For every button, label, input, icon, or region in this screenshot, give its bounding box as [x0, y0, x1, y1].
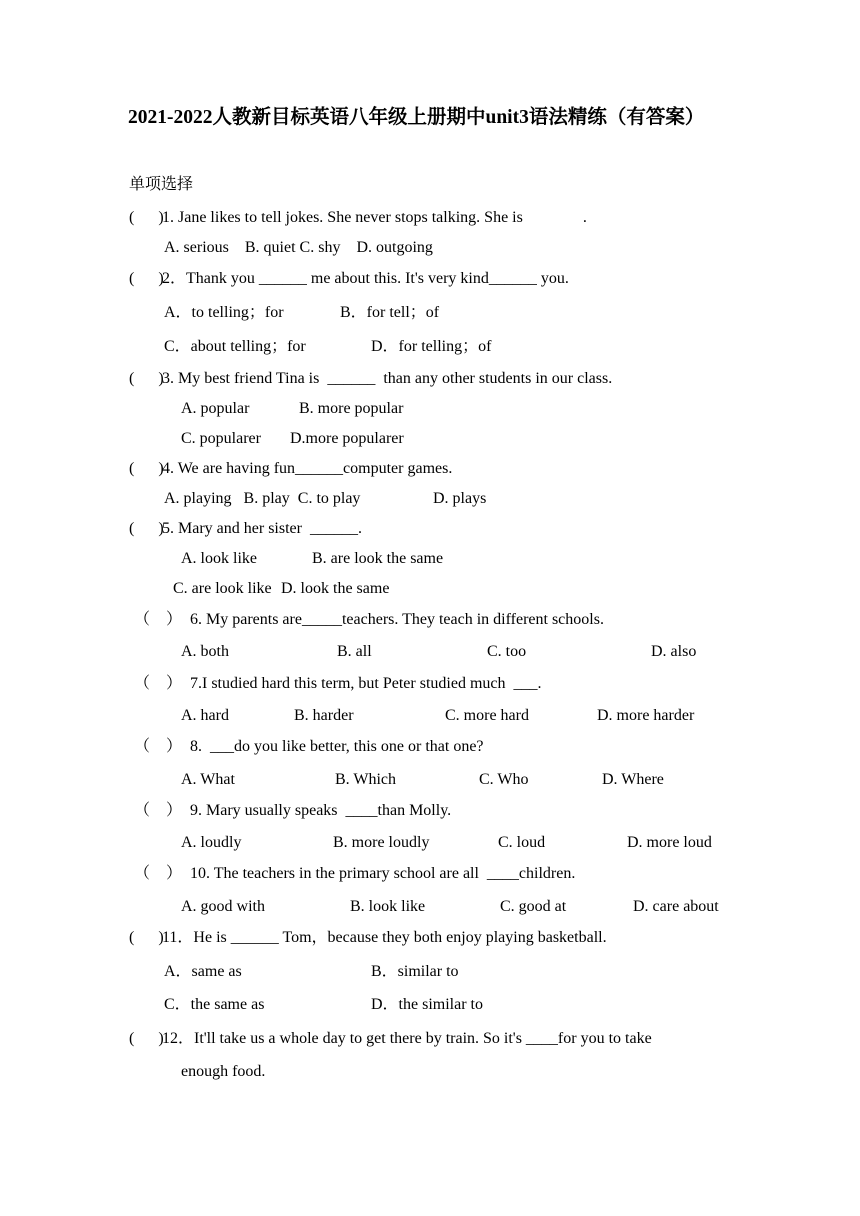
answer-blank: ( )	[129, 270, 164, 287]
question-stem: 7.I studied hard this term, but Peter studied much ___.	[190, 675, 542, 692]
answer-blank: （ ）	[134, 738, 183, 755]
option-c: C. popularer	[181, 430, 261, 447]
option-c: C. too	[487, 643, 527, 660]
option-a: A. hard	[181, 707, 229, 724]
option-b: B. all	[337, 643, 372, 660]
page-title: 2021-2022人教新目标英语八年级上册期中unit3语法精练（有答案）	[128, 107, 705, 128]
option-d: D.more popularer	[290, 430, 404, 447]
option-d: D. more harder	[597, 707, 695, 724]
answer-blank: ( )	[129, 929, 164, 946]
option-c: C. Who	[479, 771, 529, 788]
question-stem-continuation: enough food.	[181, 1063, 266, 1080]
option-b: B．for tell；of	[340, 304, 440, 321]
option-b: B. more popular	[299, 400, 404, 417]
option-a: A. look like	[181, 550, 257, 567]
question-stem: 1. Jane likes to tell jokes. She never stops talking. She is .	[162, 209, 587, 226]
option-line: A. serious B. quiet C. shy D. outgoing	[164, 239, 433, 256]
option-b: B. more loudly	[333, 834, 430, 851]
option-c: C. more hard	[445, 707, 529, 724]
option-d: D. look the same	[281, 580, 390, 597]
answer-blank: （ ）	[134, 611, 183, 628]
question-stem: 11．He is ______ Tom，because they both enjoy playing basketball.	[162, 929, 607, 946]
option-b: B．similar to	[371, 963, 459, 980]
question-stem: 12．It'll take us a whole day to get there by train. So it's ____for you to take	[162, 1030, 652, 1047]
option-a: A. What	[181, 771, 235, 788]
option-d: D. care about	[633, 898, 719, 915]
option-b: B. Which	[335, 771, 397, 788]
option-c: C．the same as	[164, 996, 265, 1013]
question-stem: 8. ___do you like better, this one or that one?	[190, 738, 484, 755]
option-c: C. loud	[498, 834, 546, 851]
option-a: A．to telling；for	[164, 304, 284, 321]
answer-blank: （ ）	[134, 802, 183, 819]
question-stem: 5. Mary and her sister ______.	[162, 520, 362, 537]
question-stem: 10. The teachers in the primary school are all ____children.	[190, 865, 576, 882]
option-a: A．same as	[164, 963, 242, 980]
option-d: D．for telling；of	[371, 338, 492, 355]
question-stem: 3. My best friend Tina is ______ than any other students in our class.	[162, 370, 613, 387]
answer-blank: ( )	[129, 1030, 164, 1047]
option-b: B. are look the same	[312, 550, 444, 567]
question-stem: 6. My parents are_____teachers. They teach in different schools.	[190, 611, 604, 628]
option-c: C. good at	[500, 898, 567, 915]
option-b: B. harder	[294, 707, 354, 724]
answer-blank: ( )	[129, 370, 164, 387]
question-stem: 4. We are having fun______computer games.	[162, 460, 453, 477]
option-a: A. loudly	[181, 834, 242, 851]
answer-blank: （ ）	[134, 675, 183, 692]
section-label: 单项选择	[129, 176, 194, 193]
option-d: D. more loud	[627, 834, 712, 851]
option-a: A. good with	[181, 898, 265, 915]
option-d: D．the similar to	[371, 996, 483, 1013]
option-b: B. look like	[350, 898, 426, 915]
option-d: D. plays	[433, 490, 487, 507]
option-c: C．about telling；for	[164, 338, 306, 355]
option-a: A. both	[181, 643, 229, 660]
option-d: D. also	[651, 643, 697, 660]
option-abc: A. playing B. play C. to play	[164, 490, 361, 507]
option-a: A. popular	[181, 400, 250, 417]
question-stem: 2．Thank you ______ me about this. It's very kind______ you.	[162, 270, 569, 287]
question-stem: 9. Mary usually speaks ____than Molly.	[190, 802, 452, 819]
answer-blank: ( )	[129, 460, 164, 477]
answer-blank: ( )	[129, 520, 164, 537]
answer-blank: （ ）	[134, 865, 183, 882]
option-c: C. are look like	[173, 580, 272, 597]
answer-blank: ( )	[129, 209, 164, 226]
option-d: D. Where	[602, 771, 664, 788]
